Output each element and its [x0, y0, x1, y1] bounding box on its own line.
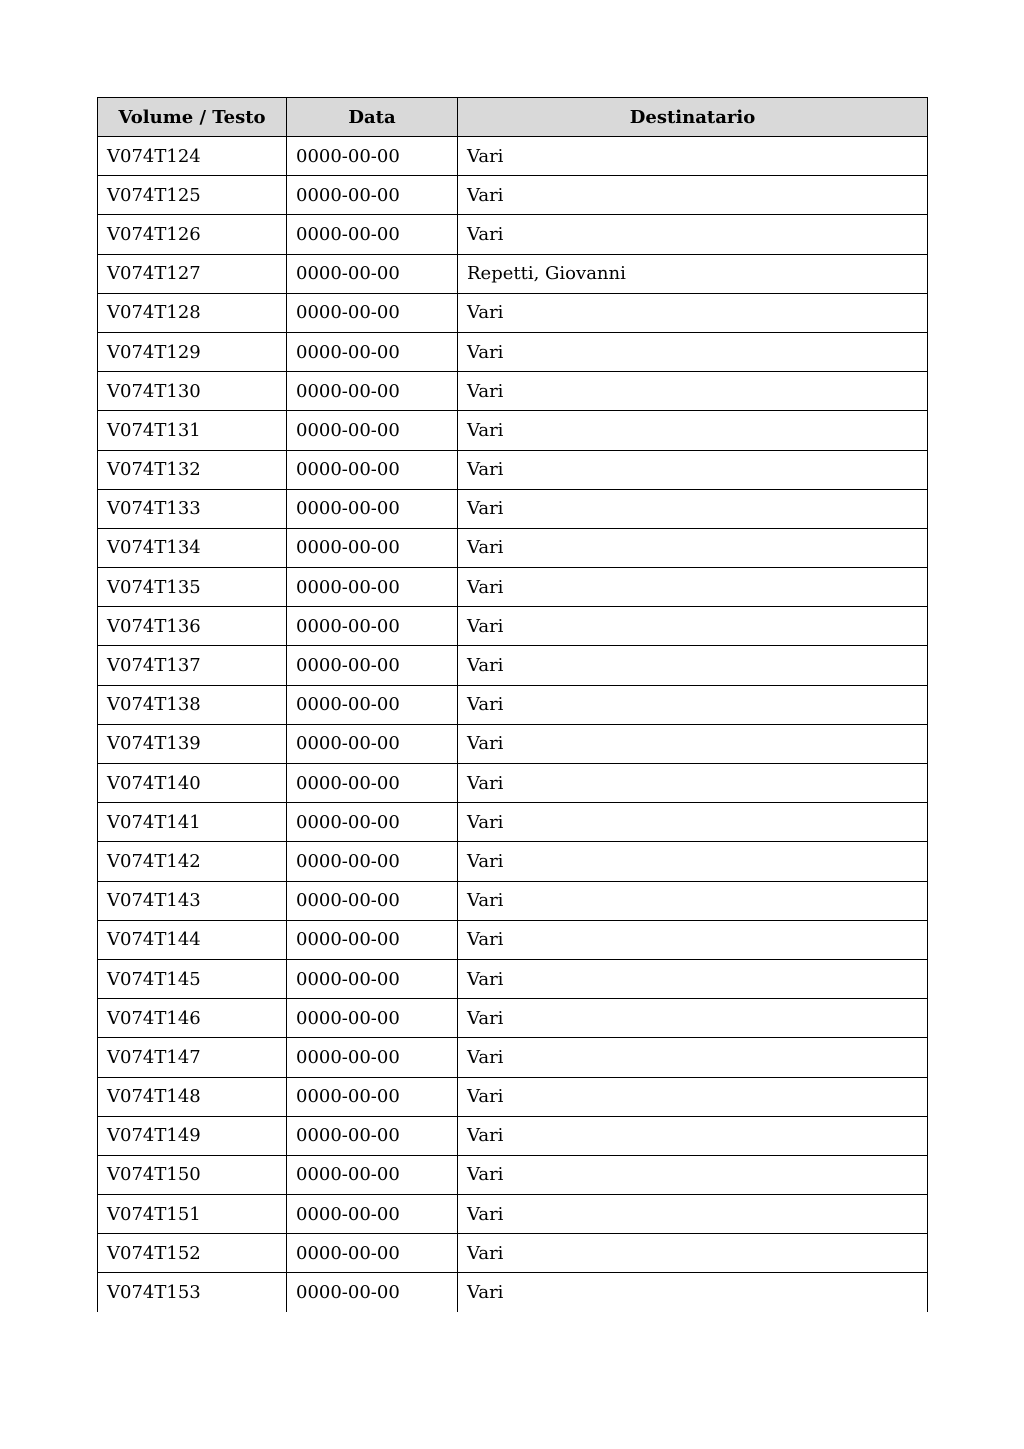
table-row: [98, 881, 928, 920]
cell-data: 0000-00-00: [287, 528, 458, 567]
cell-volume-testo: V074T145: [98, 959, 287, 998]
table-row: [98, 1038, 928, 1077]
cell-volume-testo: V074T136: [98, 607, 287, 646]
cell-volume-testo: V074T133: [98, 489, 287, 528]
cell-volume-testo: V074T128: [98, 293, 287, 332]
table-row: [98, 254, 928, 293]
cell-destinatario: Vari: [458, 1155, 928, 1194]
header-row: [98, 98, 928, 137]
cell-data: 0000-00-00: [287, 293, 458, 332]
table-row: [98, 215, 928, 254]
cell-destinatario: Vari: [458, 411, 928, 450]
cell-data: 0000-00-00: [287, 842, 458, 881]
cell-volume-testo: V074T139: [98, 724, 287, 763]
cell-volume-testo: V074T137: [98, 646, 287, 685]
cell-data: 0000-00-00: [287, 568, 458, 607]
cell-data: 0000-00-00: [287, 803, 458, 842]
cell-volume-testo: V074T127: [98, 254, 287, 293]
cell-data: 0000-00-00: [287, 215, 458, 254]
cell-volume-testo: V074T143: [98, 881, 287, 920]
table-row: [98, 724, 928, 763]
table-row: [98, 685, 928, 724]
cell-volume-testo: V074T129: [98, 332, 287, 371]
table-row: [98, 372, 928, 411]
cell-volume-testo: V074T142: [98, 842, 287, 881]
cell-data: 0000-00-00: [287, 724, 458, 763]
table-header: [98, 98, 928, 137]
cell-volume-testo: V074T125: [98, 176, 287, 215]
cell-volume-testo: V074T141: [98, 803, 287, 842]
cell-data: 0000-00-00: [287, 137, 458, 176]
cell-volume-testo: V074T140: [98, 764, 287, 803]
cell-destinatario: Vari: [458, 215, 928, 254]
cell-volume-testo: V074T151: [98, 1195, 287, 1234]
cell-data: 0000-00-00: [287, 607, 458, 646]
cell-data: 0000-00-00: [287, 1234, 458, 1273]
cell-volume-testo: V074T147: [98, 1038, 287, 1077]
cell-data: 0000-00-00: [287, 999, 458, 1038]
cell-data: 0000-00-00: [287, 685, 458, 724]
header-volume-testo: Volume / Testo: [98, 98, 287, 137]
cell-destinatario: Vari: [458, 999, 928, 1038]
cell-volume-testo: V074T146: [98, 999, 287, 1038]
cell-destinatario: Vari: [458, 1195, 928, 1234]
table-row: [98, 489, 928, 528]
cell-destinatario: Vari: [458, 920, 928, 959]
cell-destinatario: Vari: [458, 724, 928, 763]
table-row: [98, 568, 928, 607]
cell-destinatario: Repetti, Giovanni: [458, 254, 928, 293]
cell-data: 0000-00-00: [287, 332, 458, 371]
cell-destinatario: Vari: [458, 137, 928, 176]
cell-destinatario: Vari: [458, 1038, 928, 1077]
table-row: [98, 842, 928, 881]
cell-volume-testo: V074T148: [98, 1077, 287, 1116]
cell-destinatario: Vari: [458, 450, 928, 489]
cell-data: 0000-00-00: [287, 646, 458, 685]
header-destinatario: Destinatario: [458, 98, 928, 137]
cell-data: 0000-00-00: [287, 764, 458, 803]
cell-data: 0000-00-00: [287, 1195, 458, 1234]
table-row: [98, 411, 928, 450]
cell-destinatario: Vari: [458, 1234, 928, 1273]
table-row: [98, 1234, 928, 1273]
table-row: [98, 920, 928, 959]
cell-volume-testo: V074T144: [98, 920, 287, 959]
cell-data: 0000-00-00: [287, 881, 458, 920]
cell-data: 0000-00-00: [287, 372, 458, 411]
cell-destinatario: Vari: [458, 176, 928, 215]
cell-data: 0000-00-00: [287, 1155, 458, 1194]
table-row: [98, 528, 928, 567]
cell-destinatario: Vari: [458, 842, 928, 881]
cell-volume-testo: V074T153: [98, 1273, 287, 1312]
cell-data: 0000-00-00: [287, 489, 458, 528]
cell-destinatario: Vari: [458, 685, 928, 724]
table-row: [98, 803, 928, 842]
cell-destinatario: Vari: [458, 293, 928, 332]
table-row: [98, 1077, 928, 1116]
cell-destinatario: Vari: [458, 803, 928, 842]
cell-destinatario: Vari: [458, 489, 928, 528]
cell-volume-testo: V074T132: [98, 450, 287, 489]
cell-data: 0000-00-00: [287, 411, 458, 450]
table-body: [98, 137, 928, 1313]
cell-data: 0000-00-00: [287, 450, 458, 489]
table-row: [98, 1116, 928, 1155]
cell-volume-testo: V074T149: [98, 1116, 287, 1155]
table-row: [98, 1273, 928, 1312]
cell-data: 0000-00-00: [287, 1116, 458, 1155]
cell-destinatario: Vari: [458, 1273, 928, 1312]
cell-destinatario: Vari: [458, 646, 928, 685]
cell-data: 0000-00-00: [287, 1077, 458, 1116]
cell-destinatario: Vari: [458, 568, 928, 607]
cell-volume-testo: V074T126: [98, 215, 287, 254]
table-row: [98, 1155, 928, 1194]
cell-destinatario: Vari: [458, 528, 928, 567]
cell-data: 0000-00-00: [287, 920, 458, 959]
cell-volume-testo: V074T150: [98, 1155, 287, 1194]
table-row: [98, 959, 928, 998]
table-row: [98, 176, 928, 215]
header-data: Data: [287, 98, 458, 137]
cell-data: 0000-00-00: [287, 1038, 458, 1077]
table-row: [98, 332, 928, 371]
cell-destinatario: Vari: [458, 959, 928, 998]
cell-data: 0000-00-00: [287, 176, 458, 215]
table-row: [98, 999, 928, 1038]
cell-destinatario: Vari: [458, 607, 928, 646]
cell-destinatario: Vari: [458, 372, 928, 411]
letters-table: [97, 97, 928, 1312]
table-row: [98, 450, 928, 489]
cell-destinatario: Vari: [458, 764, 928, 803]
table-row: [98, 1195, 928, 1234]
cell-volume-testo: V074T124: [98, 137, 287, 176]
cell-volume-testo: V074T130: [98, 372, 287, 411]
cell-data: 0000-00-00: [287, 1273, 458, 1312]
cell-volume-testo: V074T131: [98, 411, 287, 450]
cell-data: 0000-00-00: [287, 254, 458, 293]
cell-volume-testo: V074T135: [98, 568, 287, 607]
cell-destinatario: Vari: [458, 1077, 928, 1116]
cell-volume-testo: V074T138: [98, 685, 287, 724]
cell-destinatario: Vari: [458, 1116, 928, 1155]
table-row: [98, 293, 928, 332]
table-row: [98, 607, 928, 646]
cell-data: 0000-00-00: [287, 959, 458, 998]
table-row: [98, 137, 928, 176]
cell-destinatario: Vari: [458, 332, 928, 371]
table-row: [98, 764, 928, 803]
cell-volume-testo: V074T134: [98, 528, 287, 567]
table-row: [98, 646, 928, 685]
cell-volume-testo: V074T152: [98, 1234, 287, 1273]
cell-destinatario: Vari: [458, 881, 928, 920]
